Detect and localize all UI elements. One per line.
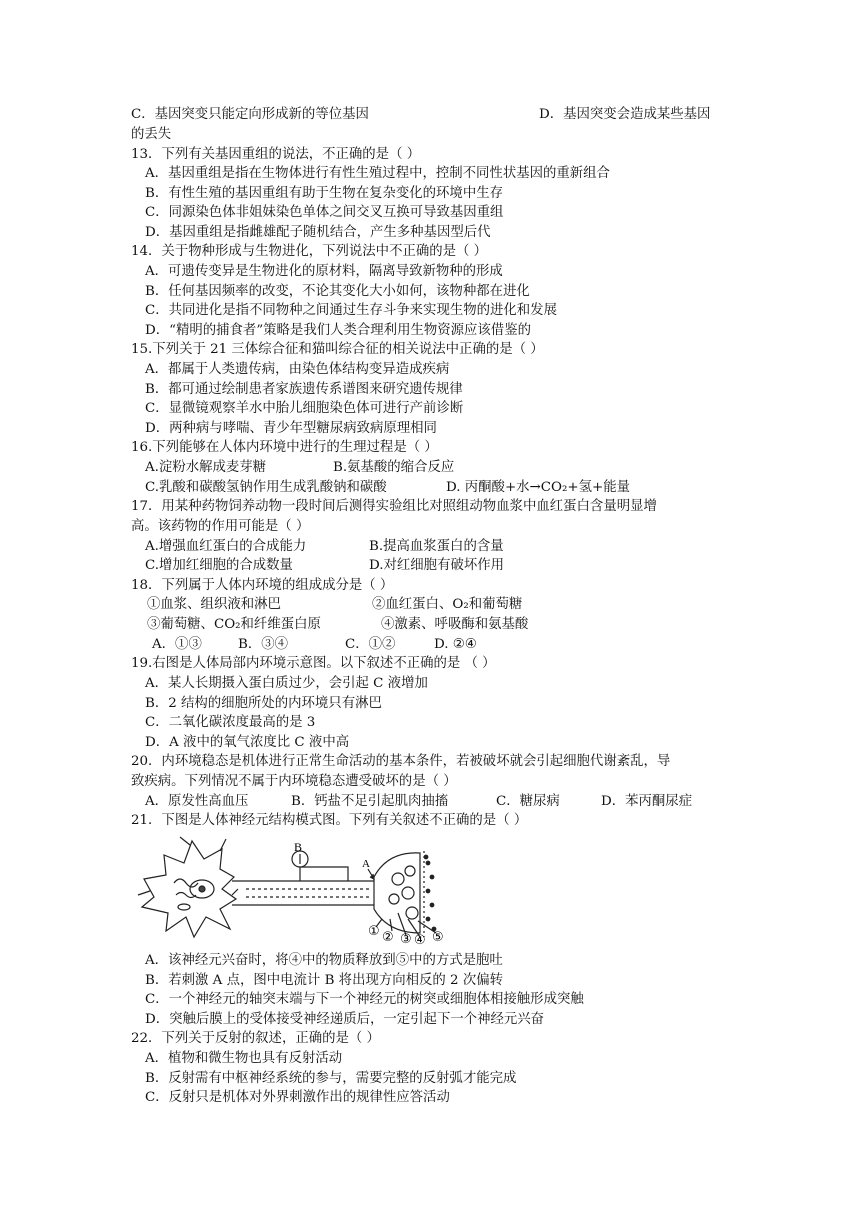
label-3: ③ <box>400 932 412 945</box>
q18-options <box>152 635 752 654</box>
q16-option-a: A.淀粉水解成麦芽糖 <box>145 460 267 475</box>
q22-stem: 22．下列关于反射的叙述，正确的是（ ） <box>131 1031 380 1046</box>
q13-option-a: A．基因重组是指在生物体进行有性生殖过程中，控制不同性状基因的重新组合 <box>145 166 610 181</box>
neuron-diagram-svg <box>136 833 448 945</box>
q17-options-cd <box>145 556 745 575</box>
q19-option-a: A．某人长期摄入蛋白质过少，会引起 C 液增加 <box>145 676 428 691</box>
q14-stem: 14．关于物种形成与生物进化，下列说法中不正确的是（ ） <box>131 244 488 259</box>
label-2: ② <box>382 930 394 945</box>
q16-option-d: D. 丙酮酸+水→CO₂+氢+能量 <box>446 480 630 495</box>
q18-stem: 18．下列属于人体内环境的组成成分是（ ） <box>131 578 394 593</box>
label-5: ⑤ <box>432 930 444 945</box>
q15-stem: 15.下列关于 21 三体综合征和猫叫综合征的相关说法中正确的是（ ） <box>131 342 544 357</box>
q17-options-ab <box>145 537 745 556</box>
q18-option-c: C．①② <box>345 637 396 652</box>
q12-option-c: C．基因突变只能定向形成新的等位基因 <box>131 107 369 122</box>
q20-options <box>145 792 745 811</box>
q14-option-b: B．任何基因频率的改变，不论其变化大小如何，该物种都在进化 <box>145 284 530 299</box>
q19-stem: 19.右图是人体局部内环境示意图。以下叙述不正确的是 （ ） <box>131 656 496 671</box>
q19-option-c: C．二氧化碳浓度最高的是 3 <box>145 715 316 730</box>
label-a: A <box>362 858 370 870</box>
q16-stem: 16.下列能够在人体内环境中进行的生理过程是（ ） <box>131 440 438 455</box>
q13-option-d: D．基因重组是指雌雄配子随机结合，产生多种基因型后代 <box>145 225 491 240</box>
q21-option-c: C．一个神经元的轴突末端与下一个神经元的树突或细胞体相接触形成突触 <box>145 992 584 1007</box>
q13-option-c: C．同源染色体非姐妹染色单体之间交叉互换可导致基因重组 <box>145 205 504 220</box>
neuron-diagram <box>136 833 448 945</box>
q14-option-c: C．共同进化是指不同物种之间通过生存斗争来实现生物的进化和发展 <box>145 303 557 318</box>
q18-items-12 <box>147 595 747 614</box>
q16-options-ab <box>145 458 745 477</box>
q18-item-2: ②血红蛋白、O₂和葡萄糖 <box>372 597 523 612</box>
q18-items-34 <box>147 615 747 634</box>
label-b: B <box>294 840 303 854</box>
q15-option-c: C．显微镜观察羊水中胎儿细胞染色体可进行产前诊断 <box>145 401 464 416</box>
q18-item-4: ④激素、呼吸酶和氨基酸 <box>381 617 529 632</box>
q21-stem: 21．下图是人体神经元结构模式图。下列有关叙述不正确的是（ ） <box>131 813 528 828</box>
q15-option-a: A．都属于人类遗传病，由染色体结构变异造成疾病 <box>145 362 450 377</box>
label-4: ④ <box>414 933 426 945</box>
q19-option-d: D．A 液中的氧气浓度比 C 液中高 <box>145 735 350 750</box>
q12-option-d-cont: 的丢失 <box>131 127 172 142</box>
q22-option-c: C．反射只是机体对外界刺激作出的规律性应答活动 <box>145 1090 450 1105</box>
q18-item-3: ③葡萄糖、CO₂和纤维蛋白原 <box>147 617 321 632</box>
q22-option-b: B．反射需有中枢神经系统的参与，需要完整的反射弧才能完成 <box>145 1071 517 1086</box>
q16-option-c: C.乳酸和碳酸氢钠作用生成乳酸钠和碳酸 <box>145 480 387 495</box>
q20-option-c: C．糖尿病 <box>496 794 560 809</box>
q13-option-b: B．有性生殖的基因重组有助于生物在复杂变化的环境中生存 <box>145 186 503 201</box>
q14-option-d: D．“精明的捕食者”策略是我们人类合理利用生物资源应该借鉴的 <box>145 323 531 338</box>
q18-option-a: A．①③ <box>152 637 202 652</box>
q15-option-d: D．两种病与哮喘、青少年型糖尿病致病原理相同 <box>145 421 437 436</box>
q18-item-1: ①血浆、组织液和淋巴 <box>147 597 281 612</box>
q20-stem-cont: 致疾病。下列情况不属于内环境稳态遭受破坏的是（ ） <box>131 774 457 789</box>
label-1: ① <box>368 924 380 939</box>
q17-option-d: D.对红细胞有破坏作用 <box>369 558 505 573</box>
q19-option-b: B．2 结构的细胞所处的内环境只有淋巴 <box>145 696 382 711</box>
q21-option-b: B．若刺激 A 点，图中电流计 B 将出现方向相反的 2 次偏转 <box>145 973 504 988</box>
q18-option-b: B．③④ <box>238 637 289 652</box>
q18-option-d: D. ②④ <box>434 637 477 652</box>
q15-option-b: B．都可通过绘制患者家族遗传系谱图来研究遗传规律 <box>145 382 463 397</box>
q12-option-d: D．基因突变会造成某些基因 <box>539 107 711 122</box>
q21-option-a: A．该神经元兴奋时，将④中的物质释放到⑤中的方式是胞吐 <box>145 953 503 968</box>
q20-option-b: B．钙盐不足引起肌肉抽搐 <box>291 794 449 809</box>
q16-option-b: B.氨基酸的缩合反应 <box>333 460 455 475</box>
q13-stem: 13．下列有关基因重组的说法，不正确的是（ ） <box>131 147 421 162</box>
q20-option-d: D．苯丙酮尿症 <box>601 794 693 809</box>
q12-option-c-line <box>131 105 731 124</box>
q14-option-a: A．可遗传变异是生物进化的原材料，隔离导致新物种的形成 <box>145 264 503 279</box>
q17-stem-cont: 高。该药物的作用可能是（ ） <box>131 519 310 534</box>
q17-option-b: B.提高血浆蛋白的含量 <box>369 539 504 554</box>
q22-option-a: A．植物和微生物也具有反射活动 <box>145 1051 343 1066</box>
q17-option-a: A.增强血红蛋白的合成能力 <box>145 539 307 554</box>
q20-option-a: A．原发性高血压 <box>145 794 249 809</box>
q21-option-d: D．突触后膜上的受体接受神经递质后，一定引起下一个神经元兴奋 <box>145 1012 545 1027</box>
q17-stem: 17．用某种药物饲养动物一段时间后测得实验组比对照组动物血浆中血红蛋白含量明显增 <box>131 499 657 514</box>
q16-options-cd <box>145 478 745 497</box>
q20-stem: 20．内环境稳态是机体进行正常生命活动的基本条件，若被破坏就会引起细胞代谢紊乱，导 <box>131 754 671 769</box>
q17-option-c: C.增加红细胞的合成数量 <box>145 558 293 573</box>
